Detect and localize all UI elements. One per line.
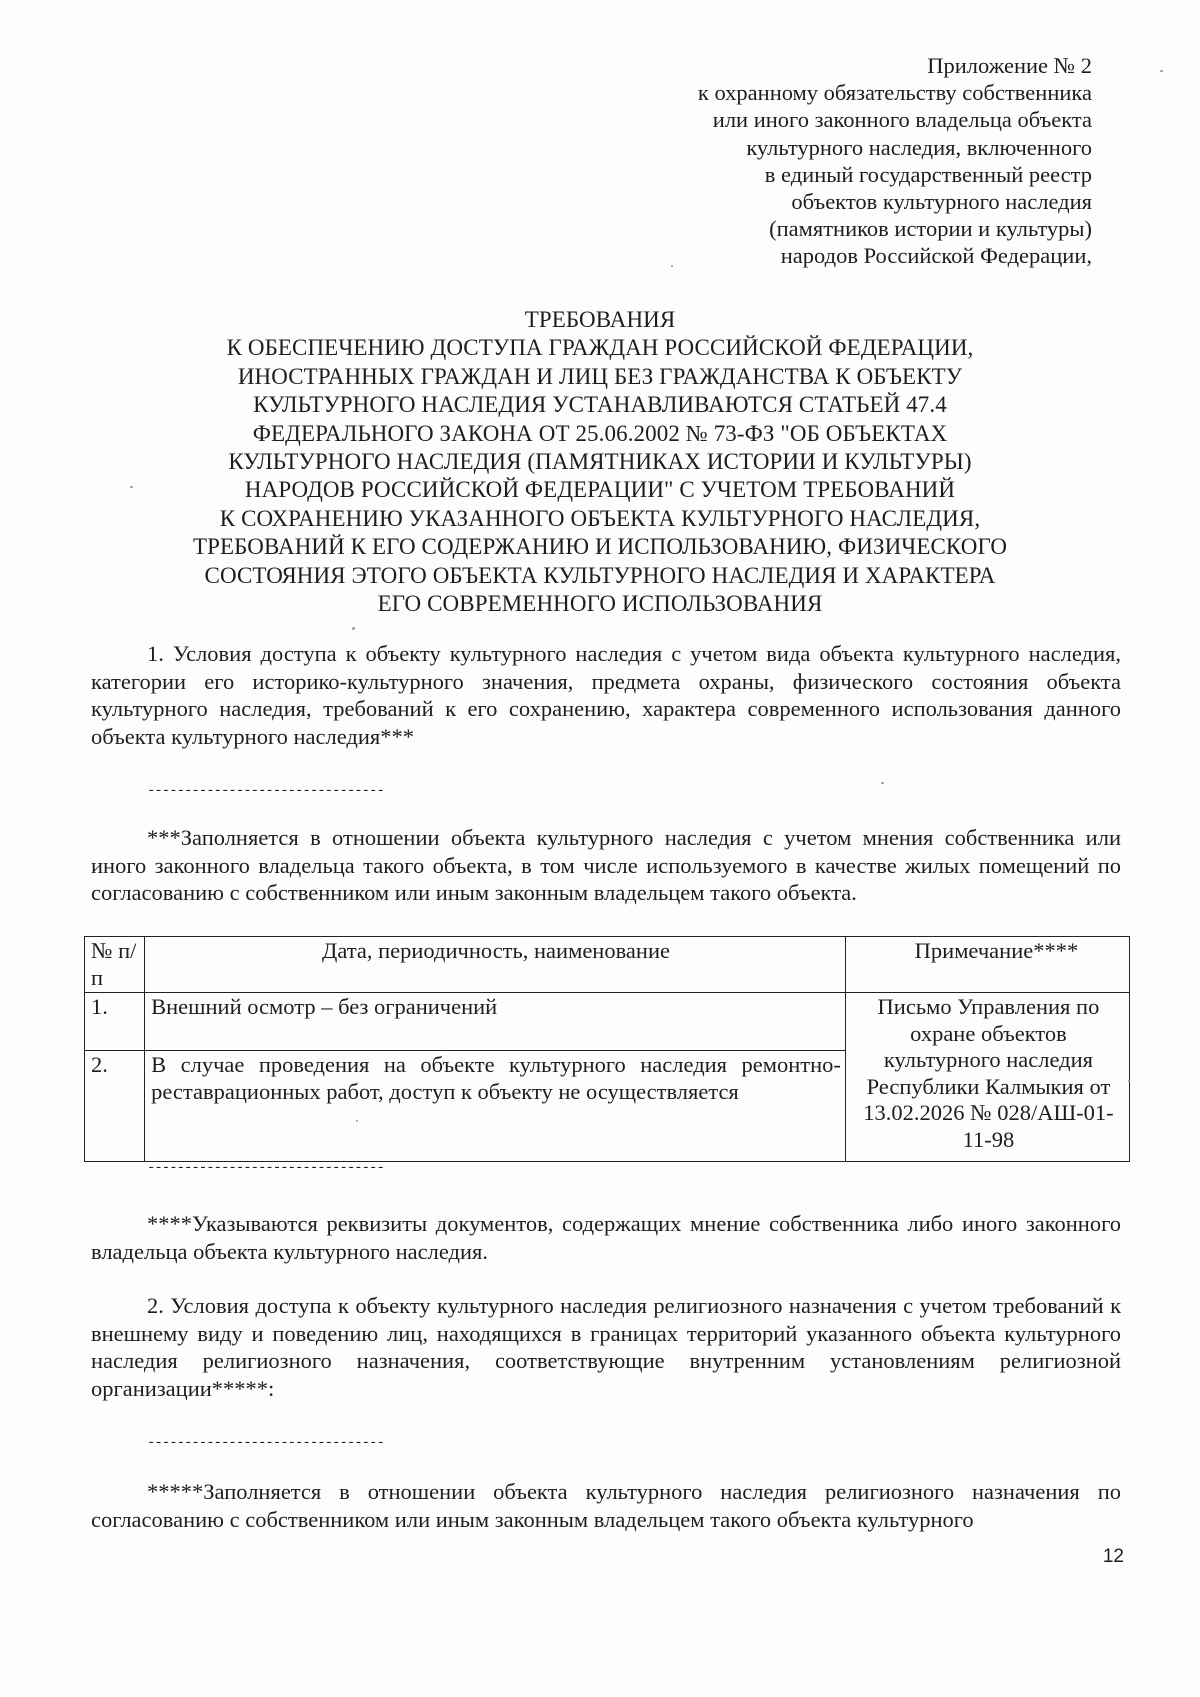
title-line: ТРЕБОВАНИЙ К ЕГО СОДЕРЖАНИЮ И ИСПОЛЬЗОВАНИЮ, ФИЗИЧЕСКОГО xyxy=(192,534,1008,560)
appendix-line: объектов культурного наследия xyxy=(791,189,1092,215)
section-1-divider: -------------------------------- xyxy=(147,783,384,799)
title-line: К ОБЕСПЕЧЕНИЮ ДОСТУПА ГРАЖДАН РОССИЙСКОЙ ФЕДЕРАЦИИ, xyxy=(226,335,974,361)
row-desc: Внешний осмотр – без ограничений xyxy=(145,993,846,1051)
row-desc: В случае проведения на объекте культурного наследия ремонтно-реставрационных работ, доступ к объекту не осуществляется xyxy=(145,1051,846,1162)
title-line: К СОХРАНЕНИЮ УКАЗАННОГО ОБЪЕКТА КУЛЬТУРНОГО НАСЛЕДИЯ, xyxy=(219,505,981,531)
title-line: КУЛЬТУРНОГО НАСЛЕДИЯ УСТАНАВЛИВАЮТСЯ СТАТЬЕЙ 47.4 xyxy=(253,392,947,418)
table-divider: -------------------------------- xyxy=(147,1160,384,1176)
title-line: СОСТОЯНИЯ ЭТОГО ОБЪЕКТА КУЛЬТУРНОГО НАСЛЕДИЯ И ХАРАКТЕРА xyxy=(204,562,996,588)
row-note: Письмо Управления по охране объектов культурного наследия Республики Калмыкия от 13.02.2026 № 028/АШ-01-11-98 xyxy=(845,993,1129,1162)
scan-speck xyxy=(352,627,355,630)
scan-speck xyxy=(881,782,884,784)
appendix-line: (памятников истории и культуры) xyxy=(769,216,1092,242)
page-number: 12 xyxy=(1102,1546,1124,1567)
section-2-divider: -------------------------------- xyxy=(147,1435,384,1451)
section-2-text: 2. Условия доступа к объекту культурного наследия религиозного назначения с учетом требований к внешнему виду и поведению лиц, находящихся в границах территорий указанного объекта культурного наследия религиозного назначения, соответствующие внутренним установлениям религиозной организации*****: xyxy=(91,1293,1121,1401)
header-note: Примечание**** xyxy=(845,937,1129,993)
row-num: 1. xyxy=(85,993,145,1051)
appendix-line: или иного законного владельца объекта xyxy=(712,107,1092,133)
row-num: 2. xyxy=(85,1051,145,1162)
access-requirements-table xyxy=(84,936,1130,1162)
table-header-row xyxy=(85,937,1130,993)
scan-speck xyxy=(1160,70,1163,72)
header-num: № п/п xyxy=(85,937,145,993)
section-2-footnote: *****Заполняется в отношении объекта культурного наследия религиозного назначения по согласованию с собственником или иным законным владельцем такого объекта культурного xyxy=(91,1479,1121,1532)
scan-speck xyxy=(130,486,133,488)
document-title xyxy=(150,306,1050,618)
title-line: ЕГО СОВРЕМЕННОГО ИСПОЛЬЗОВАНИЯ xyxy=(377,591,823,617)
appendix-line: Приложение № 2 xyxy=(927,53,1092,78)
title-line: КУЛЬТУРНОГО НАСЛЕДИЯ (ПАМЯТНИКАХ ИСТОРИИ И КУЛЬТУРЫ) xyxy=(228,449,972,475)
table-row xyxy=(85,993,1130,1051)
title-line: ТРЕБОВАНИЯ xyxy=(524,307,676,332)
appendix-header xyxy=(532,52,1092,270)
appendix-line: культурного наследия, включенного xyxy=(746,134,1092,160)
title-line: НАРОДОВ РОССИЙСКОЙ ФЕДЕРАЦИИ" С УЧЕТОМ ТРЕБОВАНИЙ xyxy=(244,477,956,503)
scan-speck xyxy=(356,1120,358,1122)
section-1-footnote: ***Заполняется в отношении объекта культурного наследия с учетом мнения собственника или иного законного владельца такого объекта, в том числе используемого в качестве жилых помещений по согласованию с собственником или иным законным владельцем такого объекта. xyxy=(91,825,1121,905)
title-line: ФЕДЕРАЛЬНОГО ЗАКОНА ОТ 25.06.2002 № 73-ФЗ "ОБ ОБЪЕКТАХ xyxy=(252,420,948,446)
scan-speck xyxy=(671,265,673,267)
scan-speck xyxy=(1128,1080,1130,1082)
appendix-line: к охранному обязательству собственника xyxy=(697,80,1092,106)
title-line: ИНОСТРАННЫХ ГРАЖДАН И ЛИЦ БЕЗ ГРАЖДАНСТВА К ОБЪЕКТУ xyxy=(237,363,963,389)
table-footnote: ****Указываются реквизиты документов, содержащих мнение собственника либо иного законного владельца объекта культурного наследия. xyxy=(91,1211,1121,1264)
appendix-line: народов Российской Федерации, xyxy=(780,243,1092,269)
header-desc: Дата, периодичность, наименование xyxy=(145,937,846,993)
appendix-line: в единый государственный реестр xyxy=(764,161,1092,187)
section-1-text: 1. Условия доступа к объекту культурного наследия с учетом вида объекта культурного наследия, категории его историко-культурного значения, предмета охраны, физического состояния объекта культурного наследия, требований к его сохранению, характера современного использования данного объекта культурного наследия*** xyxy=(91,641,1121,749)
